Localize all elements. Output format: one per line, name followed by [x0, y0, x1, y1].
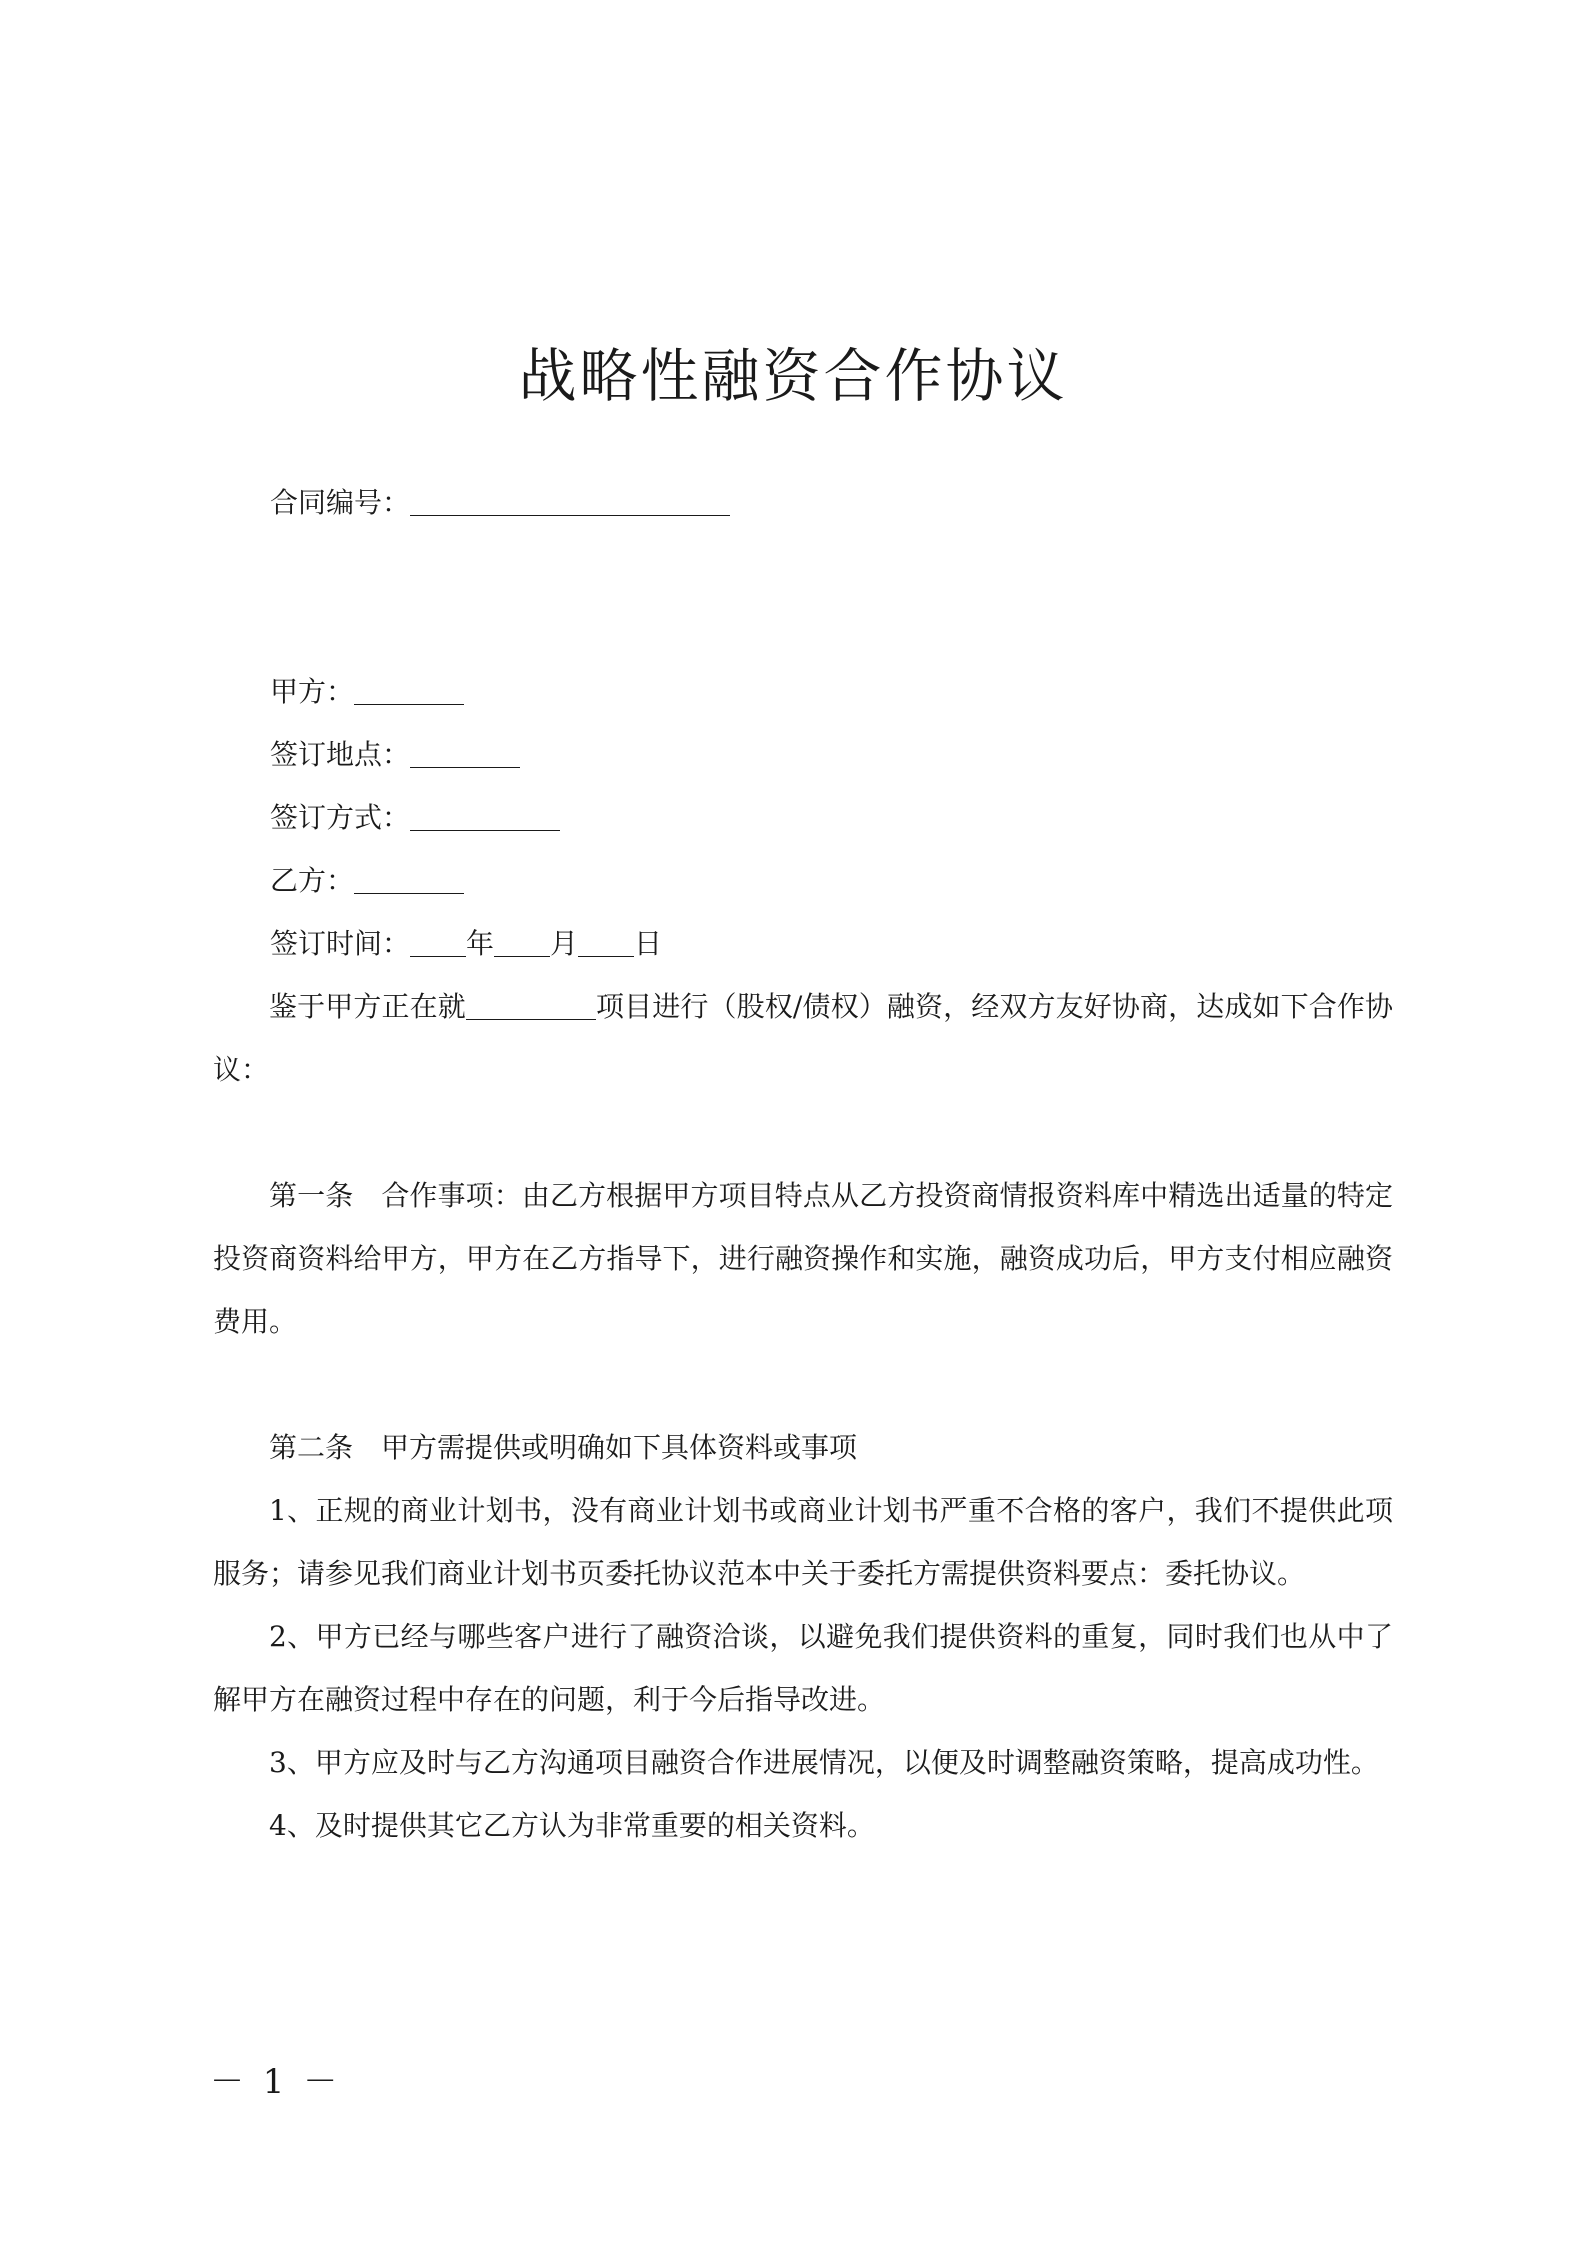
preamble-text-before: 鉴于甲方正在就	[269, 990, 466, 1023]
list-item: 4、及时提供其它乙方认为非常重要的相关资料。	[269, 1809, 875, 1842]
party-a-blank	[354, 676, 464, 705]
signing-place-line	[270, 735, 520, 775]
signing-month-blank	[494, 928, 550, 957]
article-1-number: 第一条	[269, 1179, 354, 1212]
list-item: 2、甲方已经与哪些客户进行了融资洽谈，以避免我们提供资料的重复，同时我们也从中了解甲方在融资过程中存在的问题，利于今后指导改进。	[213, 1620, 1393, 1716]
contract-number-label: 合同编号：	[270, 486, 411, 519]
party-a-line	[270, 672, 464, 712]
list-item: 3、甲方应及时与乙方沟通项目融资合作进展情况，以便及时调整融资策略，提高成功性。	[269, 1746, 1379, 1779]
signing-method-line	[270, 798, 560, 838]
signing-year-blank	[410, 928, 466, 957]
signing-time-label: 签订时间：	[270, 927, 411, 960]
article-2-heading	[213, 1416, 1393, 1479]
preamble-text-after: 项目进行（股权/债权）融资，经双方友好协商，达成如下合作协议：	[213, 990, 1393, 1086]
contract-number-line	[270, 483, 730, 523]
page-number: － 1 －	[210, 2062, 342, 2102]
article-1-text: 合作事项：由乙方根据甲方项目特点从乙方投资商情报资料库中精选出适量的特定投资商资料给甲方，甲方在乙方指导下，进行融资操作和实施，融资成功后，甲方支付相应融资费用。	[213, 1179, 1393, 1338]
party-b-blank	[354, 865, 464, 894]
preamble-paragraph	[213, 975, 1393, 1101]
contract-number-blank	[410, 487, 730, 516]
signing-month-unit: 月	[550, 927, 579, 960]
signing-place-blank	[410, 739, 520, 768]
project-name-blank	[466, 991, 596, 1020]
signing-method-label: 签订方式：	[270, 801, 411, 834]
list-item: 1、正规的商业计划书，没有商业计划书或商业计划书严重不合格的客户，我们不提供此项服务；请参见我们商业计划书页委托协议范本中关于委托方需提供资料要点：委托协议。	[213, 1494, 1393, 1590]
signing-method-blank	[410, 802, 560, 831]
party-b-line	[270, 861, 464, 901]
signing-day-blank	[578, 928, 634, 957]
article-2-heading-text: 甲方需提供或明确如下具体资料或事项	[381, 1431, 858, 1464]
document-title: 战略性融资合作协议	[518, 342, 1068, 410]
party-a-label: 甲方：	[270, 675, 355, 708]
party-b-label: 乙方：	[270, 864, 355, 897]
article-2-number: 第二条	[269, 1431, 354, 1464]
signing-place-label: 签订地点：	[270, 738, 411, 771]
article-1-paragraph	[213, 1164, 1393, 1353]
signing-time-line	[270, 924, 662, 964]
signing-year-unit: 年	[466, 927, 495, 960]
signing-day-unit: 日	[634, 927, 663, 960]
